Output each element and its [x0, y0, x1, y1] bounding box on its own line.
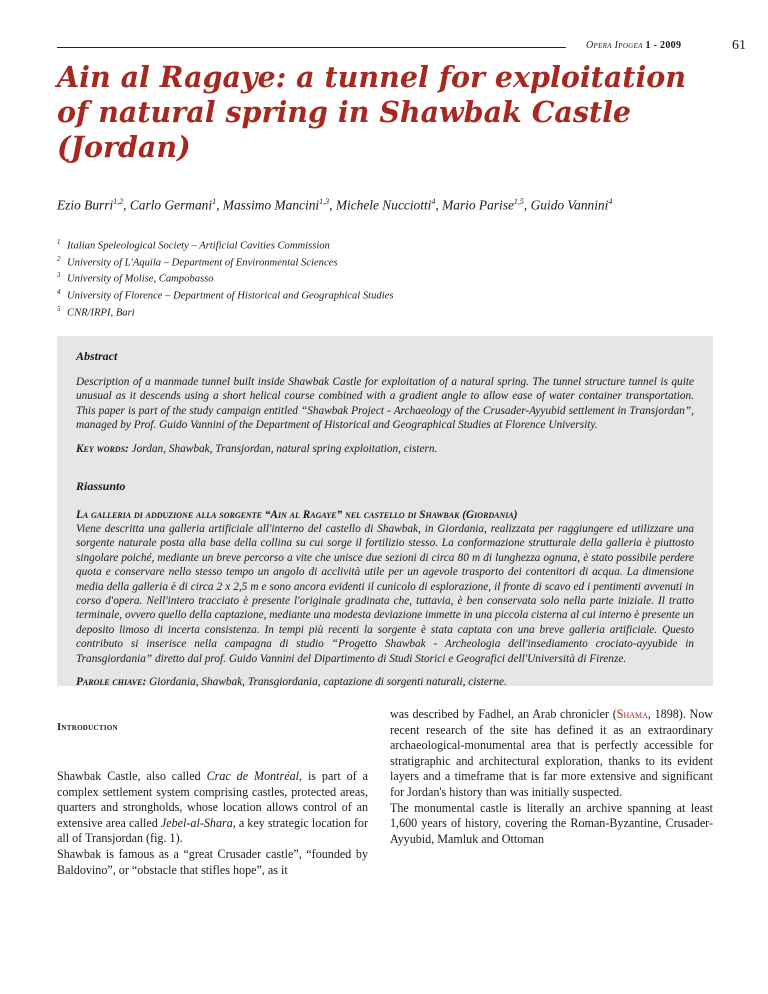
riassunto-keywords	[76, 676, 694, 688]
paper-title: Ain al Ragaye: a tunnel for exploitation of natural spring in Shawbak Castle (Jordan)	[57, 60, 687, 164]
page-number: 61	[732, 38, 746, 53]
introduction-heading: Introduction	[57, 722, 118, 733]
author: Carlo Germani	[129, 197, 213, 213]
journal-header	[586, 40, 681, 51]
affiliation: $^2$ University of L'Aquila – Department of Environmental Sciences	[57, 254, 338, 269]
abstract-box	[57, 336, 713, 689]
keywords-label: Key words:	[76, 442, 129, 455]
author-affiliation-ref: 4	[608, 197, 613, 206]
journal-issue: 1 - 2009	[645, 40, 682, 51]
journal-name: Opera Ipogea	[586, 40, 643, 51]
text-column-right	[390, 707, 713, 847]
author-affiliation-ref: 4	[431, 197, 436, 206]
body-paragraph: Shawbak is famous as a “great Crusader castle”, “founded by Baldovino”, or “obstacle that stifles hope”, as it	[57, 846, 368, 877]
body-paragraph: The monumental castle is literally an archive spanning at least 1,600 years of history, covering the Roman-Byzantine, Crusader-Ayyubid, Mamluk and Ottoman	[390, 800, 713, 846]
author: Guido Vannini	[530, 197, 609, 213]
affiliation: $^5$ CNR/IRPI, Bari	[57, 304, 135, 319]
author-affiliation-ref: 1,5	[513, 197, 524, 206]
abstract-keywords	[76, 443, 694, 455]
riassunto-text: Viene descritta una galleria artificiale all'interno del castello di Shawbak, in Giordania, realizzata per raggiungere ed utilizzare una sorgente naturale posta alla base della collina su cui sorge il fortilizio stesso. La conformazione strutturale della galleria è piuttosto singolare poiché, mediante un breve percorso a vite che unisce due sezioni di circa 80 m di lunghezza ognuna, è stato possibile perdere quota e conservare nello stesso tempo un angolo di acclività utile per un agevole trasporto dei contenitori di acqua. La dimensione media della galleria è di circa 2 x 2,5 m e sono ancora evidenti il cunicolo di esplorazione, il fronte di scavo ed i pentimenti avvenuti in corso d'opera. Nell'intero tracciato è presente l'originale gradinata che, tuttavia, è ben conservata solo nella parte iniziale. Il tratto terminale, ovvero quello della captazione, mediante una modesta deviazione immette in una piccola cisterna al cui interno è presente un deposito limoso di incerta consistenza. In tempi più recenti la sorgente è stata captata con una breve galleria artificiale. Questo contributo si inserisce nella campagna di studio “Progetto Shawbak - Archeologia dell'insediamento crociato-ayyubide in Transgiordania” diretto dal prof. Guido Vannini del Dipartimento di Studi Storici e Geografici dell'Università di Firenze.	[76, 523, 694, 665]
text-column-left	[57, 769, 368, 878]
abstract-heading: Abstract	[76, 349, 118, 363]
keywords-text: Giordania, Shawbak, Transgiordania, captazione di sorgenti naturali, cisterne.	[149, 676, 507, 689]
author-list: Ezio Burri$^{1,2}$, Carlo Germani$^1$, Massimo Mancini$^{1,3}$, Michele Nucciotti$^4$, Mario Parise$^{1,5}$, Guido Vannini$^4$	[57, 197, 613, 213]
abstract-text: Description of a manmade tunnel built inside Shawbak Castle for exploitation of a natural spring. The tunnel structure tunnel is quite unusual as it descends using a short helical course combined with a gradient angle to allow ease of water container transportation. This paper is part of the study campaign entitled “Shawbak Project - Archaeology of the Crusader-Ayyubid settlement in Transjordan”, managed by Prof. Guido Vannini of the Department of Historical and Geographical Studies at Florence University.	[76, 376, 694, 432]
author-affiliation-ref: 1	[212, 197, 217, 206]
author-affiliation-ref: 1,2	[113, 197, 124, 206]
affiliation: $^3$ University of Molise, Campobasso	[57, 271, 214, 285]
header-rule	[57, 47, 566, 48]
body-paragraph: Shawbak Castle, also called Crac de Montréal, is part of a complex settlement system comprising castles, protected areas, quarters and strongholds, whose location allows control of an extensive area called Jebel-al-Shara, a key strategic location for all of Transjordan (fig. 1).	[57, 769, 368, 846]
affiliation-list	[57, 236, 394, 320]
author: Massimo Mancini	[222, 197, 320, 213]
author: Mario Parise	[442, 197, 514, 213]
keywords-text: Jordan, Shawbak, Transjordan, natural spring exploitation, cistern.	[131, 442, 438, 455]
author-affiliation-ref: 1,3	[319, 197, 330, 206]
keywords-label: Parole chiave:	[76, 676, 147, 689]
author: Ezio Burri	[57, 197, 114, 213]
author: Michele Nucciotti	[335, 197, 432, 213]
riassunto-title: La galleria di adduzione alla sorgente “Ain al Ragaye” nel castello di Shawbak (Giordania)	[76, 508, 518, 521]
riassunto-heading: Riassunto	[76, 478, 126, 493]
abstract-content	[76, 349, 694, 688]
citation-ref[interactable]: Shama	[616, 707, 648, 721]
body-paragraph: was described by Fadhel, an Arab chronicler (Shama, 1898). Now recent research of the site has defined it as an extraordinary archaeological-monumental area that is perfectly accessible for stratigraphic and architectural exploration, thanks to its evident layers and a timeframe that is far more extensive and significant for Jordan's history than was initially suspected.	[390, 707, 714, 799]
affiliation: $^4$ University of Florence – Department of Historical and Geographical Studies	[57, 288, 394, 302]
affiliation: $^1$ Italian Speleological Society – Artificial Cavities Commission	[57, 238, 330, 252]
